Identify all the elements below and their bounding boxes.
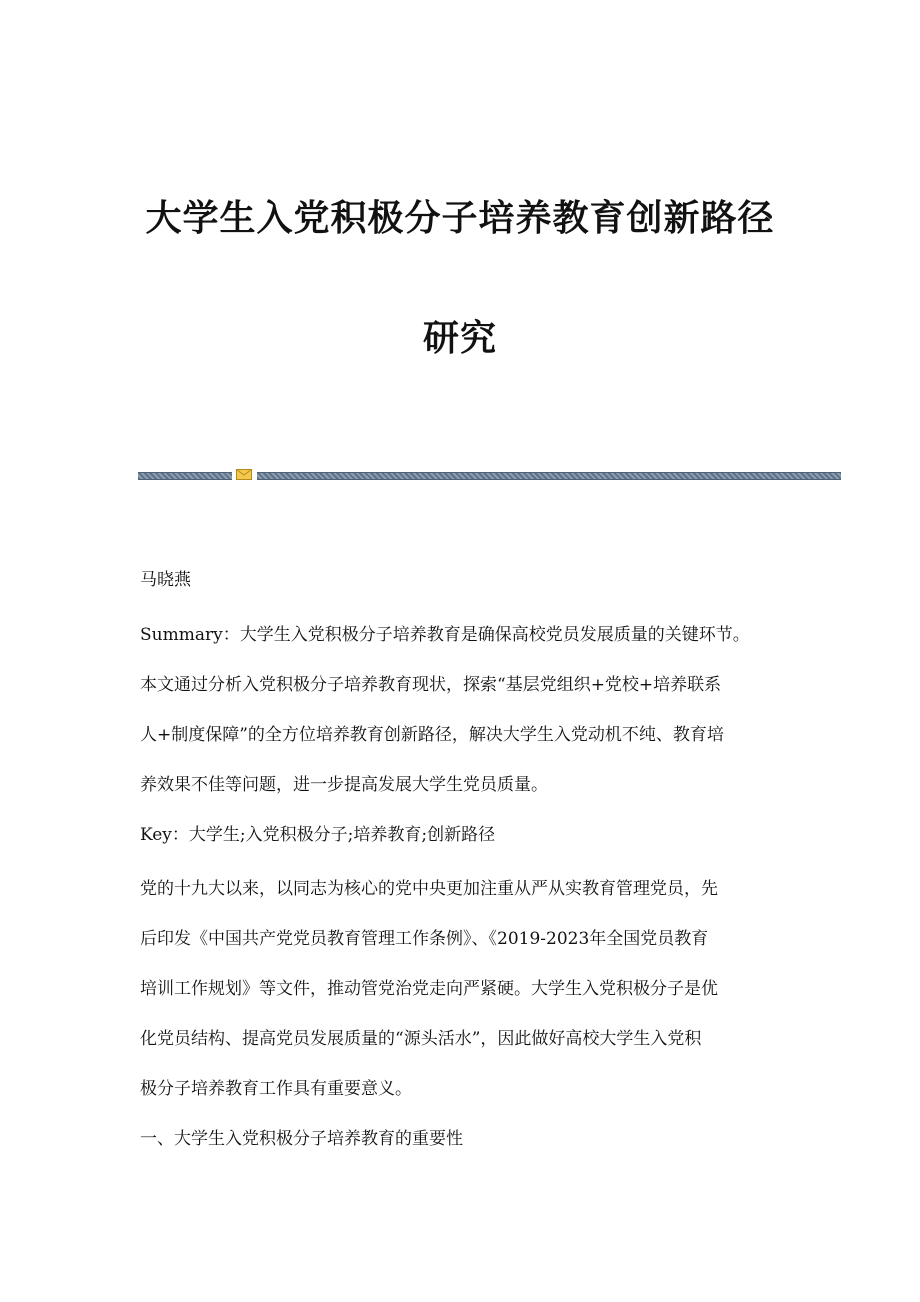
divider-bar-right	[257, 472, 841, 480]
body-line: 化党员结构、提高党员发展质量的“源头活水”，因此做好高校大学生入党积	[140, 1029, 702, 1049]
section-heading	[140, 1114, 780, 1164]
title-divider	[138, 466, 841, 484]
body-line: 极分子培养教育工作具有重要意义。	[140, 1079, 412, 1099]
summary-paragraph	[140, 610, 780, 810]
summary-line: 本文通过分析入党积极分子培养教育现状，探索“基层党组织+党校+培养联系	[140, 675, 722, 695]
document-title-line-2: 研究	[422, 318, 497, 359]
author-name	[140, 555, 780, 605]
body-line: 后印发《中国共产党党员教育管理工作条例》、《2019-2023年全国党员教育	[140, 929, 709, 949]
summary-line: 人+制度保障”的全方位培养教育创新路径，解决大学生入党动机不纯、教育培	[140, 725, 724, 745]
envelope-icon	[236, 469, 252, 480]
divider-bar-left	[138, 472, 232, 480]
summary-line: 养效果不佳等问题，进一步提高发展大学生党员质量。	[140, 775, 548, 795]
body-line: 培训工作规划》等文件，推动管党治党走向严紧硬。大学生入党积极分子是优	[140, 979, 718, 999]
body-line: 党的十九大以来，以同志为核心的党中央更加注重从严从实教育管理党员，先	[140, 879, 718, 899]
summary-line: Summary：大学生入党积极分子培养教育是确保高校党员发展质量的关键环节。	[140, 625, 750, 645]
document-title-line-1: 大学生入党积极分子培养教育创新路径	[145, 198, 775, 239]
keywords-paragraph	[140, 810, 780, 860]
keywords-line: Key：大学生;入党积极分子;培养教育;创新路径	[140, 825, 496, 845]
author-line: 马晓燕	[140, 570, 191, 590]
section-heading-text: 一、大学生入党积极分子培养教育的重要性	[140, 1129, 463, 1149]
body-paragraph	[140, 864, 780, 1114]
